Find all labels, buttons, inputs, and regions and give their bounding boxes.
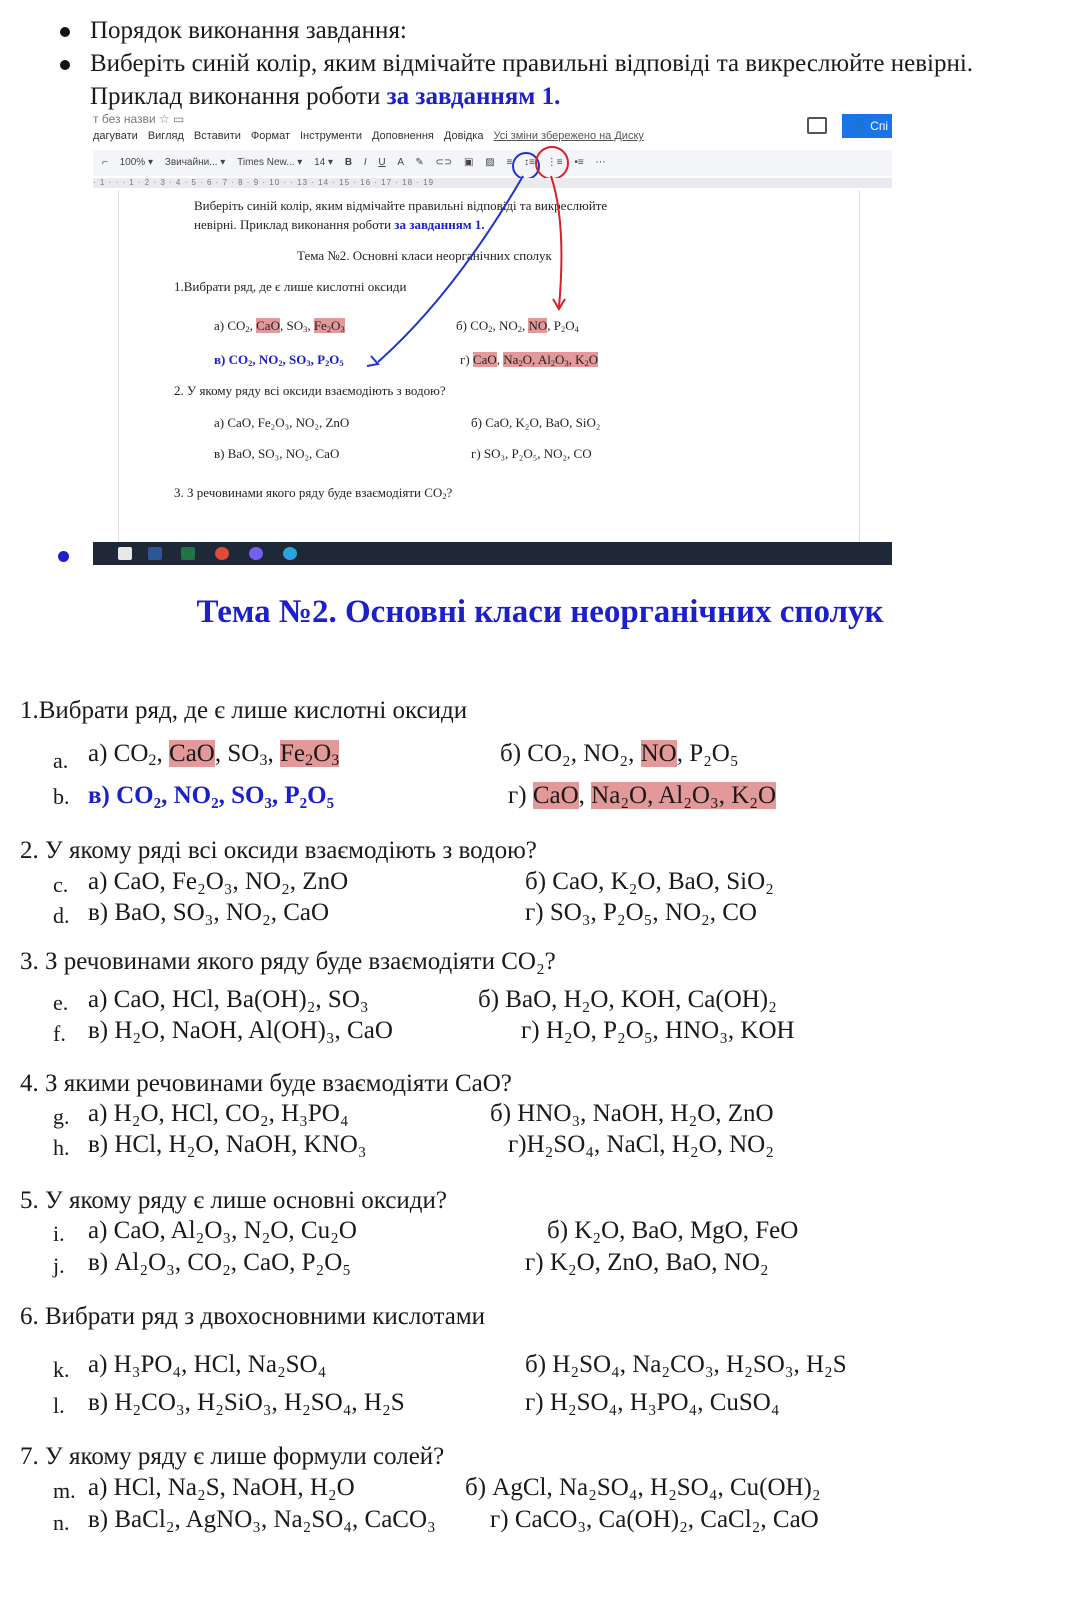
menu-insert[interactable]: Вставити	[193, 130, 241, 142]
list-marker: n.	[53, 1510, 70, 1535]
excel-icon[interactable]	[181, 547, 195, 560]
bullet	[60, 27, 70, 37]
list-marker: j.	[53, 1253, 65, 1278]
q1-option-c: в) CO₂, NO₂, SO₃, P₂O₅	[88, 782, 335, 809]
list-marker: i.	[53, 1221, 65, 1246]
list-marker: l.	[53, 1393, 65, 1418]
doc-q2: 2. У якому ряду всі оксиди взаємодіють з водою?	[174, 383, 446, 398]
doc-title: т без назви ☆ ▭	[93, 112, 185, 126]
q2-option-c: в) BaO, SO₃, NO₂, CaO	[88, 899, 330, 926]
q5-option-b: б) K₂O, BaO, MgO, FeO	[547, 1217, 799, 1244]
q5-option-d: г) K₂O, ZnO, BaO, NO₂	[525, 1249, 769, 1276]
instruction-line-1: Порядок виконання завдання:	[60, 14, 1070, 47]
list-marker: d.	[53, 903, 70, 928]
font-select[interactable]: Times New...	[237, 157, 295, 168]
menu-addons[interactable]: Доповнення	[371, 130, 434, 142]
doc-q1-a: а) $CO_2$, CaO, $SO_3$, $Fe_2O_3$	[214, 318, 345, 335]
star-icon: ☆	[158, 112, 170, 126]
toolbar: ⌐ 100% ▾ Звичайни... ▾ Times New... ▾ 14 ▾ B I U A ✎ ⊂⊃ ▣ ▨ ≡ ↕≡ ⋮≡ •≡ ⋯	[93, 150, 892, 176]
q7-option-d: г) CaCO₃, Ca(OH)₂, CaCl₂, CaO	[490, 1506, 819, 1533]
saved-status: Усі зміни збережено на Диску	[493, 130, 644, 142]
list-marker: e.	[53, 990, 69, 1015]
q6-option-c: в) H₂CO₃, H₂SiO₃, H₂SO₄, H₂S	[88, 1389, 405, 1416]
word-icon[interactable]	[148, 547, 162, 560]
doc-q1-d: г) CaO, $Na_2O$, $Al_2O_3$, $K_2O$	[460, 352, 599, 369]
question-7: 7. У якому ряду є лише формули солей?	[20, 1443, 445, 1470]
q2-option-b: б) CaO, K₂O, BaO, SiO₂	[525, 868, 774, 895]
paint-format-icon: ⌐	[102, 157, 108, 168]
chrome-icon[interactable]	[215, 547, 229, 560]
question-4: 4. З якими речовинами буде взаємодіяти CaO?	[20, 1070, 512, 1097]
doc-q2-d: г) SO₃, P₂O₅, NO₂, CO	[471, 446, 592, 461]
list-marker: k.	[53, 1357, 70, 1382]
doc-intro-1: Виберіть синій колір, яким відмічайте правильні відповіді та викреслюйте	[194, 198, 608, 213]
q7-option-b: б) AgCl, Na₂SO₄, H₂SO₄, Cu(OH)₂	[465, 1474, 821, 1501]
question-6: 6. Вибрати ряд з двохосновними кислотами	[20, 1303, 486, 1330]
doc-q2-b: б) CaO, K₂O, BaO, SiO₂	[471, 415, 601, 430]
question-1: 1.Вибрати ряд, де є лише кислотні оксиди	[20, 697, 468, 724]
q5-option-a: а) CaO, Al₂O₃, N₂O, Cu₂O	[88, 1217, 357, 1244]
zoom-select[interactable]: 100%	[119, 157, 146, 168]
q7-option-c: в) BaCl₂, AgNO₃, Na₂SO₄, CaCO₃	[88, 1506, 436, 1533]
list-marker: g.	[53, 1104, 70, 1129]
question-5: 5. У якому ряду є лише основні оксиди?	[20, 1187, 447, 1214]
instruction-line-2: Виберіть синій колір, яким відмічайте правильні відповіді та викреслюйте невірні.	[60, 47, 1070, 80]
list-marker: a.	[53, 748, 69, 773]
add-comment-icon[interactable]: ▣	[464, 157, 474, 168]
list-marker: m.	[53, 1478, 76, 1503]
align-icon[interactable]: ≡	[506, 157, 513, 168]
question-3: 3. З речовинами якого ряду буде взаємодіяти CO₂?	[20, 948, 556, 975]
doc-q1-b: б) $CO_2$, $NO_2$, NO, $P_2O_4$	[456, 318, 579, 335]
q2-option-a: а) CaO, Fe₂O₃, NO₂, ZnO	[88, 868, 349, 895]
q2-option-d: г) SO₃, P₂O₅, NO₂, CO	[525, 899, 757, 926]
q5-option-c: в) Al₂O₃, CO₂, CaO, P₂O₅	[88, 1249, 352, 1276]
q4-option-c: в) HCl, H₂O, NaOH, KNO₃	[88, 1131, 367, 1158]
blue-arrowhead	[367, 356, 378, 366]
doc-q1-c: в) $CO_2$, $NO_2$, $SO_3$, $P_2O_5$	[214, 352, 344, 369]
menu-edit[interactable]: дагувати	[93, 130, 138, 142]
q6-option-a: а) H₃PO₄, HCl, Na₂SO₄	[88, 1351, 327, 1378]
folder-icon: ▭	[173, 112, 185, 126]
list-marker: f.	[53, 1021, 66, 1046]
menu-format[interactable]: Формат	[250, 130, 290, 142]
instructions	[60, 14, 1070, 113]
image-icon[interactable]: ▨	[485, 157, 495, 168]
instruction-line-3: Приклад виконання роботи за завданням 1.	[90, 83, 561, 110]
line-spacing-icon[interactable]: ↕≡	[524, 157, 535, 168]
annotation-arrows	[93, 112, 892, 565]
q4-option-b: б) HNO₃, NaOH, H₂O, ZnO	[490, 1100, 774, 1127]
q4-option-a: а) H₂O, HCl, CO₂, H₃PO₄	[88, 1100, 349, 1127]
task-link: за завданням 1.	[386, 83, 561, 110]
bold-button[interactable]: B	[344, 157, 353, 168]
q6-option-d: г) H₂SO₄, H₃PO₄, CuSO₄	[525, 1389, 780, 1416]
store-icon[interactable]	[118, 547, 132, 560]
doc-q2-c: в) BaO, SO₃, NO₂, CaO	[214, 446, 340, 461]
italic-button[interactable]: I	[363, 157, 367, 168]
doc-q3: 3. З речовинами якого ряду буде взаємодіяти $CO_2$?	[174, 485, 453, 502]
doc-q2-a: а) CaO, Fe₂O₃, NO₂, ZnO	[214, 415, 350, 430]
text-color-button[interactable]: A	[397, 157, 404, 168]
q3-option-c: в) H₂O, NaOH, Al(OH)₃, CaO	[88, 1017, 393, 1044]
q3-option-b: б) BaO, H₂O, KOH, Ca(OH)₂	[478, 986, 777, 1013]
taskbar	[93, 542, 892, 565]
viber-icon[interactable]	[249, 547, 263, 560]
bulleted-list-icon[interactable]: •≡	[574, 157, 584, 168]
bullet	[60, 60, 70, 70]
ruler: · 1 · · · 1 · 2 · 3 · 4 · 5 · 6 · 7 · 8 · 9 · 10 · · 13 · 14 · 15 · 16 · 17 · 18 · 19	[93, 178, 892, 188]
q1-option-d: г) CaO, Na₂O, Al₂O₃, K₂O	[508, 782, 777, 809]
example-screenshot	[93, 112, 892, 565]
numbered-list-icon[interactable]: ⋮≡	[546, 157, 563, 168]
list-marker: c.	[53, 872, 69, 897]
telegram-icon[interactable]	[283, 547, 297, 560]
menu-tools[interactable]: Інструменти	[300, 130, 362, 142]
menu-view[interactable]: Вигляд	[147, 130, 184, 142]
q3-option-a: а) CaO, HCl, Ba(OH)₂, SO₃	[88, 986, 369, 1013]
person-icon: 👤	[851, 119, 867, 133]
list-marker: b.	[53, 784, 70, 809]
q4-option-d: г)H₂SO₄, NaCl, H₂O, NO₂	[508, 1131, 774, 1158]
q7-option-a: а) HCl, Na₂S, NaOH, H₂O	[88, 1474, 355, 1501]
underline-button[interactable]: U	[378, 157, 386, 168]
more-icon[interactable]: ⋯	[595, 157, 606, 168]
link-icon[interactable]: ⊂⊃	[435, 157, 453, 168]
q1-option-b: б) CO₂, NO₂, NO, P₂O₅	[500, 740, 739, 767]
blue-arrow	[378, 176, 523, 362]
page-title: Тема №2. Основні класи неорганічних сполук	[196, 594, 884, 630]
q6-option-b: б) H₂SO₄, Na₂CO₃, H₂SO₃, H₂S	[525, 1351, 847, 1378]
share-button[interactable]: 👤 Спі	[842, 114, 892, 138]
style-select[interactable]: Звичайни...	[164, 157, 218, 168]
bullet	[58, 551, 69, 562]
red-arrow	[551, 176, 561, 307]
q1-option-a: а) $CO_2$, CaO, $SO_3$, $Fe_2O_3$	[88, 740, 340, 770]
doc-intro-2: невірні. Приклад виконання роботи за завданням 1.	[194, 217, 485, 232]
list-marker: h.	[53, 1135, 70, 1160]
size-select[interactable]: 14	[314, 157, 326, 168]
doc-q1: 1.Вибрати ряд, де є лише кислотні оксиди	[174, 279, 407, 294]
menu-help[interactable]: Довідка	[443, 130, 484, 142]
doc-topic: Тема №2. Основні класи неорганічних сполук	[297, 248, 552, 263]
question-2: 2. У якому ряді всі оксиди взаємодіють з водою?	[20, 837, 537, 864]
q3-option-d: г) H₂O, P₂O₅, HNO₃, KOH	[521, 1017, 795, 1044]
highlight-pen-icon[interactable]: ✎	[415, 157, 424, 168]
